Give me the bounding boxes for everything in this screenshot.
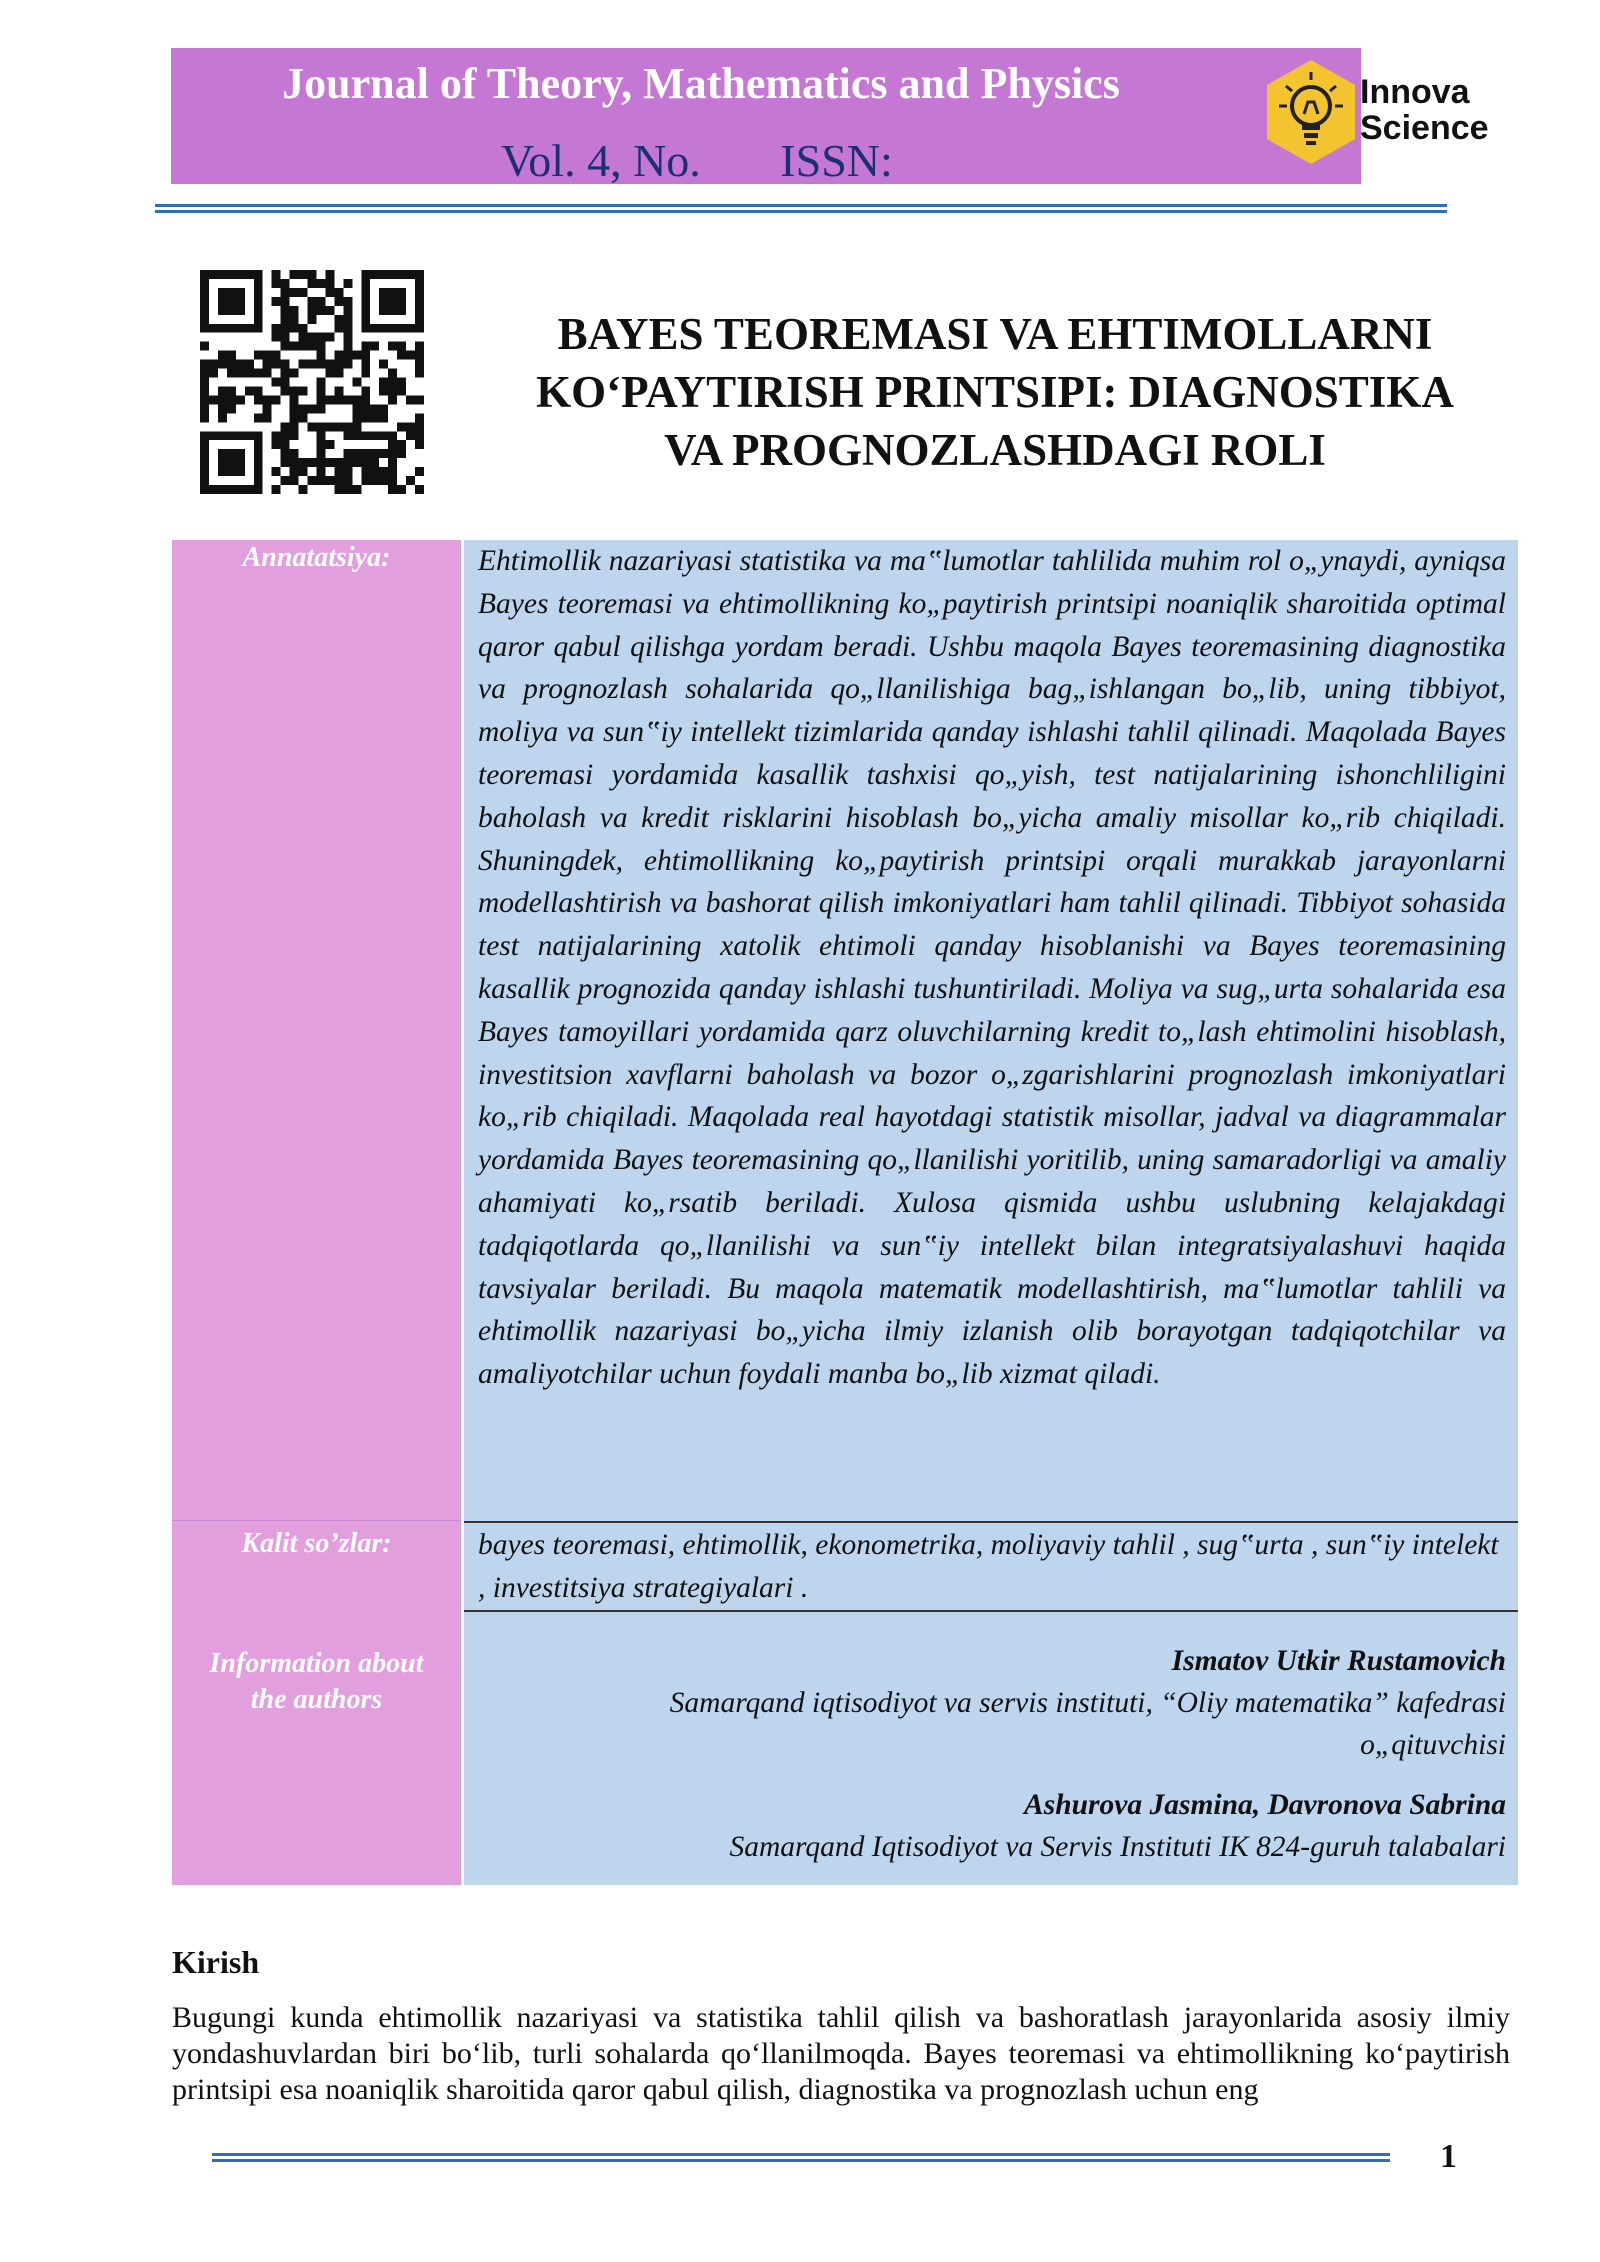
author2-names: Ashurova Jasmina, Davronova Sabrina bbox=[1024, 1789, 1506, 1821]
page-number: 1 bbox=[1440, 2138, 1457, 2175]
paper-title bbox=[470, 305, 1520, 479]
intro-heading: Kirish bbox=[172, 1944, 260, 1980]
abstract-text: Ehtimollik nazariyasi statistika va ma‟lumotlar tahlilida muhim rol o„ynaydi, ayniqsa Bayes teoremasi va ehtimollikning ko„paytirish printsipi noaniqlik sharoitida optimal qaror qabul qilishga yordam beradi. Ushbu maqola Bayes teoremasining diagnostika va prognozlash sohalarida qo„llanilishiga bag„ishlangan bo„lib, uning tibbiyot, moliya va sun‟iy intellekt tizimlarida qanday ishlashi tahlil qilinadi. Maqolada Bayes teoremasi yordamida kasallik tashxisi qo„yish, test natijalarining ishonchliligini baholash va kredit risklarini hisoblash bo„yicha amaliy misollar ko„rib chiqiladi. Shuningdek, ehtimollikning ko„paytirish printsipi orqali murakkab jarayonlarni modellashtirish va bashorat qilish imkoniyatlari ham tahlil qilinadi. Tibbiyot sohasida test natijalarining xatolik ehtimoli qanday hisoblanishi va Bayes teoremasining kasallik prognozida qanday ishlashi tushuntiriladi. Moliya va sug„urta sohalarida esa Bayes tamoyillari yordamida qarz oluvchilarning kredit to„lash ehtimolini hisoblash, investitsion xavflarni baholash va bozor o„zgarishlarini prognozlash imkoniyatlari ko„rib chiqiladi. Maqolada real hayotdagi statistik misollar, jadval va diagrammalar yordamida Bayes teoremasining qo„llanilishi yoritilib, uning samaradorligi va amaliy ahamiyati ko„rsatib beriladi. Xulosa qismida ushbu uslubning kelajakdagi tadqiqotlarda qo„llanilishi va sun‟iy intellekt bilan integratsiyalashuvi haqida tavsiyalar beriladi. Bu maqola matematik modellashtirish, ma‟lumotlar tahlili va ehtimollik nazariyasi bo„yicha ilmiy izlanish olib borayotgan tadqiqotchilar va amaliyotchilar uchun foydali manba bo„lib xizmat qiladi. bbox=[478, 545, 1506, 1391]
journal-title: Journal of Theory, Mathematics and Physics bbox=[282, 59, 1120, 108]
logo-text-line2: Science bbox=[1360, 109, 1489, 147]
author1-affiliation-line2: o„qituvchisi bbox=[1360, 1729, 1506, 1761]
journal-header-banner bbox=[171, 48, 1361, 184]
title-line-1: BAYES TEOREMASI VA EHTIMOLLARNI bbox=[557, 309, 1433, 359]
publisher-logo-text bbox=[1360, 74, 1489, 146]
volume-label: Vol. 4, No. bbox=[501, 135, 701, 186]
article-info-table bbox=[172, 540, 1518, 1885]
keywords-top-divider bbox=[464, 1521, 1518, 1523]
volume-issn-line bbox=[501, 134, 893, 187]
authors-label bbox=[172, 1646, 461, 1718]
title-line-3: VA PROGNOZLASHDAGI ROLI bbox=[664, 425, 1326, 475]
lightbulb-logo-icon bbox=[1262, 58, 1360, 166]
authors-block bbox=[478, 1640, 1506, 1868]
qr-code[interactable] bbox=[200, 270, 424, 494]
author1-affiliation-line1: Samarqand iqtisodiyot va servis instituti, “Oliy matematika” kafedrasi bbox=[669, 1687, 1506, 1719]
abstract-label: Annatatsiya: bbox=[242, 542, 391, 573]
author1-name: Ismatov Utkir Rustamovich bbox=[1171, 1645, 1506, 1677]
logo-text-line1: Innova bbox=[1360, 73, 1470, 111]
header-double-rule bbox=[155, 204, 1447, 214]
authors-label-line1: Information about bbox=[209, 1648, 424, 1679]
authors-label-line2: the authors bbox=[250, 1684, 383, 1715]
author2-affiliation: Samarqand Iqtisodiyot va Servis Instituti IK 824-guruh talabalari bbox=[729, 1831, 1506, 1863]
title-line-2: KO‘PAYTIRISH PRINTSIPI: DIAGNOSTIKA bbox=[536, 367, 1454, 417]
label-column-divider bbox=[172, 1520, 461, 1521]
issn-label: ISSN: bbox=[780, 135, 893, 186]
keywords-bottom-divider bbox=[464, 1610, 1518, 1612]
keywords-label: Kalit so’zlar: bbox=[241, 1528, 392, 1559]
footer-double-rule bbox=[212, 2153, 1390, 2163]
intro-paragraph: Bugungi kunda ehtimollik nazariyasi va statistika tahlil qilish va bashoratlash jarayonlarida asosiy ilmiy yondashuvlardan biri bo‘lib, turli sohalarda qo‘llanilmoqda. Bayes teoremasi va ehtimollikning ko‘paytirish printsipi esa noaniqlik sharoitida qaror qabul qilish, diagnostika va prognozlash uchun eng bbox=[172, 2001, 1510, 2106]
keywords-text: bayes teoremasi, ehtimollik, ekonometrika, moliyaviy tahlil , sug‟urta , sun‟iy intelekt , investitsiya strategiyalari . bbox=[478, 1529, 1499, 1604]
